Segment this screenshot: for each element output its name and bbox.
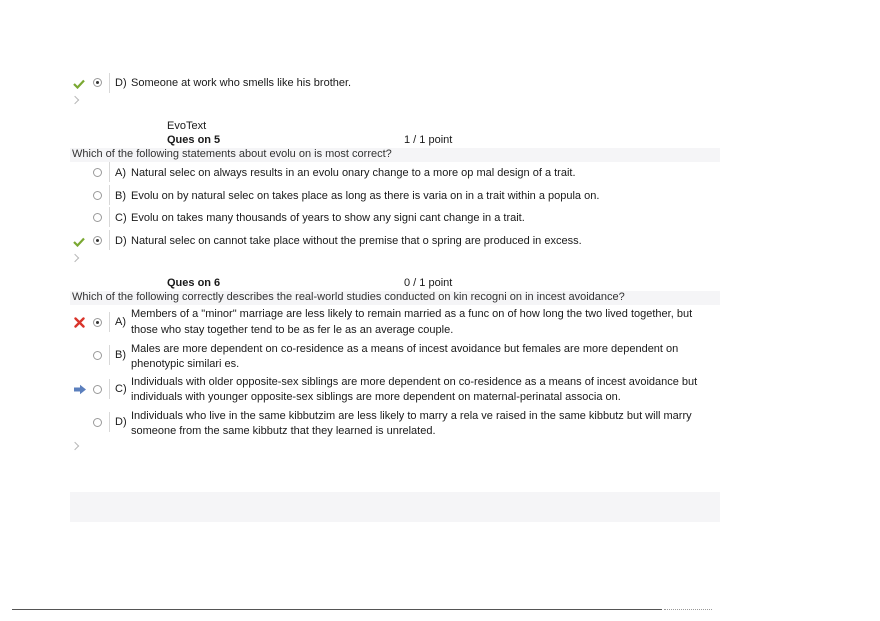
- radio-button[interactable]: [93, 191, 102, 200]
- radio-button[interactable]: [93, 385, 102, 394]
- question-text: Which of the following correctly describes the real-world studies conducted on kin recogni on in incest avoidance?: [72, 291, 625, 303]
- option-text-line2: those who stay together tend to be as fer le as an average couple.: [131, 324, 454, 336]
- check-icon: [73, 237, 85, 247]
- expand-chevron-icon[interactable]: [71, 254, 79, 262]
- source-label: EvoText: [167, 120, 207, 132]
- expand-chevron-icon[interactable]: [71, 96, 79, 104]
- option-text: Someone at work who smells like his brother.: [131, 77, 352, 89]
- option-text-line1: Individuals with older opposite-sex siblings are more dependent on co-residence as a means of incest avoidance but: [131, 376, 698, 388]
- option-letter: C): [115, 383, 127, 395]
- radio-button[interactable]: [93, 351, 102, 360]
- option-letter: C): [115, 212, 127, 224]
- option-letter: B): [115, 349, 126, 361]
- option-text-line1: Males are more dependent on co-residence as a means of incest avoidance but females are more dependent on: [131, 343, 679, 355]
- arrow-icon: [73, 384, 87, 395]
- option-text: Evolu on takes many thousands of years to show any signi cant change in a trait.: [131, 212, 525, 224]
- option-letter: D): [115, 416, 127, 428]
- option-text-line1: Individuals who live in the same kibbutzim are less likely to marry a rela ve raised in the same kibbutz but will marry: [131, 410, 692, 422]
- radio-button[interactable]: [93, 78, 102, 87]
- expand-chevron-icon[interactable]: [71, 442, 79, 450]
- question-title: Ques on 5: [167, 134, 221, 146]
- option-letter: D): [115, 77, 127, 89]
- radio-button[interactable]: [93, 318, 102, 327]
- question-title: Ques on 6: [167, 277, 221, 289]
- check-icon: [73, 79, 85, 89]
- radio-button[interactable]: [93, 418, 102, 427]
- option-text: Evolu on by natural selec on takes place as long as there is varia on in a trait within a popula on.: [131, 190, 600, 202]
- option-text-line2: individuals with younger opposite-sex siblings are more dependent on maternal-perinatal associa on.: [131, 391, 621, 403]
- option-letter: D): [115, 235, 127, 247]
- option-text-line2: phenotypic similari es.: [131, 358, 240, 370]
- option-letter: A): [115, 167, 126, 179]
- page-rule: [12, 609, 662, 610]
- radio-button[interactable]: [93, 236, 102, 245]
- page-rule-dots: [664, 609, 712, 611]
- question-score: 0 / 1 point: [404, 277, 453, 289]
- question-text: Which of the following statements about evolu on is most correct?: [72, 148, 392, 160]
- x-icon: [74, 317, 85, 328]
- radio-button[interactable]: [93, 213, 102, 222]
- option-text: Natural selec on cannot take place without the premise that o spring are produced in excess.: [131, 235, 582, 247]
- option-letter: B): [115, 190, 126, 202]
- option-text: Natural selec on always results in an evolu onary change to a more op mal design of a trait.: [131, 167, 576, 179]
- option-text-line1: Members of a "minor" marriage are less likely to remain married as a func on of how long the two lived together, but: [131, 308, 693, 320]
- footer-band: [70, 492, 720, 522]
- option-text-line2: someone from the same kibbutz that they learned is unrelated.: [131, 425, 436, 437]
- radio-button[interactable]: [93, 168, 102, 177]
- question-score: 1 / 1 point: [404, 134, 453, 146]
- option-letter: A): [115, 316, 126, 328]
